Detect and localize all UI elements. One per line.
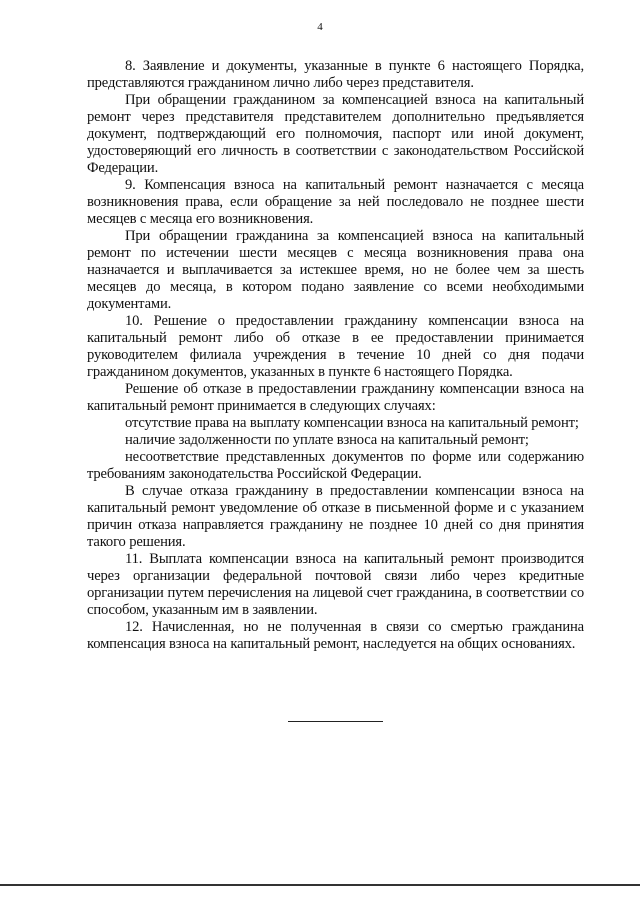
paragraph-12: 12. Начисленная, но не полученная в связи со смертью гражданина компенсация взноса на капитальный ремонт, наследуется на общих основаниях.	[87, 619, 584, 652]
paragraph-refusal-notice: В случае отказа гражданину в предоставлении компенсации взноса на капитальный ремонт уведомление об отказе в письменной форме и с указанием причин отказа направляется гражданину не позднее 10 дней со дня принятия такого решения.	[87, 483, 584, 550]
page-bottom-rule	[0, 884, 640, 886]
paragraph-expired-term: При обращении гражданина за компенсацией взноса на капитальный ремонт по истечении шести месяцев с месяца возникновения права она назначается и выплачивается за истекшее время, но не более чем за шесть месяцев до месяца, в котором подано заявление со всеми необходимыми документами.	[87, 228, 584, 312]
page-number: 4	[317, 21, 323, 33]
end-separator	[288, 721, 383, 722]
paragraph-refusal-cases: Решение об отказе в предоставлении гражданину компенсации взноса на капитальный ремонт принимается в следующих случаях:	[87, 381, 584, 414]
paragraph-10: 10. Решение о предоставлении гражданину компенсации взноса на капитальный ремонт либо об отказе в ее предоставлении принимается руководителем филиала учреждения в течение 10 дней со дня подачи гражданином документов, указанных в пункте 6 настоящего Порядка.	[87, 313, 584, 380]
paragraph-11: 11. Выплата компенсации взноса на капитальный ремонт производится через организации федеральной почтовой связи либо через кредитные организации путем перечисления на лицевой счет гражданина, в соответствии со способом, указанным им в заявлении.	[87, 551, 584, 618]
paragraph-case-debt: наличие задолженности по уплате взноса на капитальный ремонт;	[125, 432, 529, 448]
paragraph-8: 8. Заявление и документы, указанные в пункте 6 настоящего Порядка, представляются гражданином лично либо через представителя.	[87, 58, 584, 91]
paragraph-case-no-right: отсутствие права на выплату компенсации взноса на капитальный ремонт;	[125, 415, 579, 431]
paragraph-representative: При обращении гражданином за компенсацией взноса на капитальный ремонт через представителя представителем дополнительно предъявляется документ, подтверждающий его полномочия, паспорт или иной документ, удостоверяющий его личность в соответствии с законодательством Российской Федерации.	[87, 92, 584, 176]
paragraph-9: 9. Компенсация взноса на капитальный ремонт назначается с месяца возникновения права, если обращение за ней последовало не позднее шести месяцев с месяца его возникновения.	[87, 177, 584, 227]
document-body	[87, 58, 584, 653]
paragraph-case-documents: несоответствие представленных документов по форме или содержанию требованиям законодательства Российской Федерации.	[87, 449, 584, 482]
